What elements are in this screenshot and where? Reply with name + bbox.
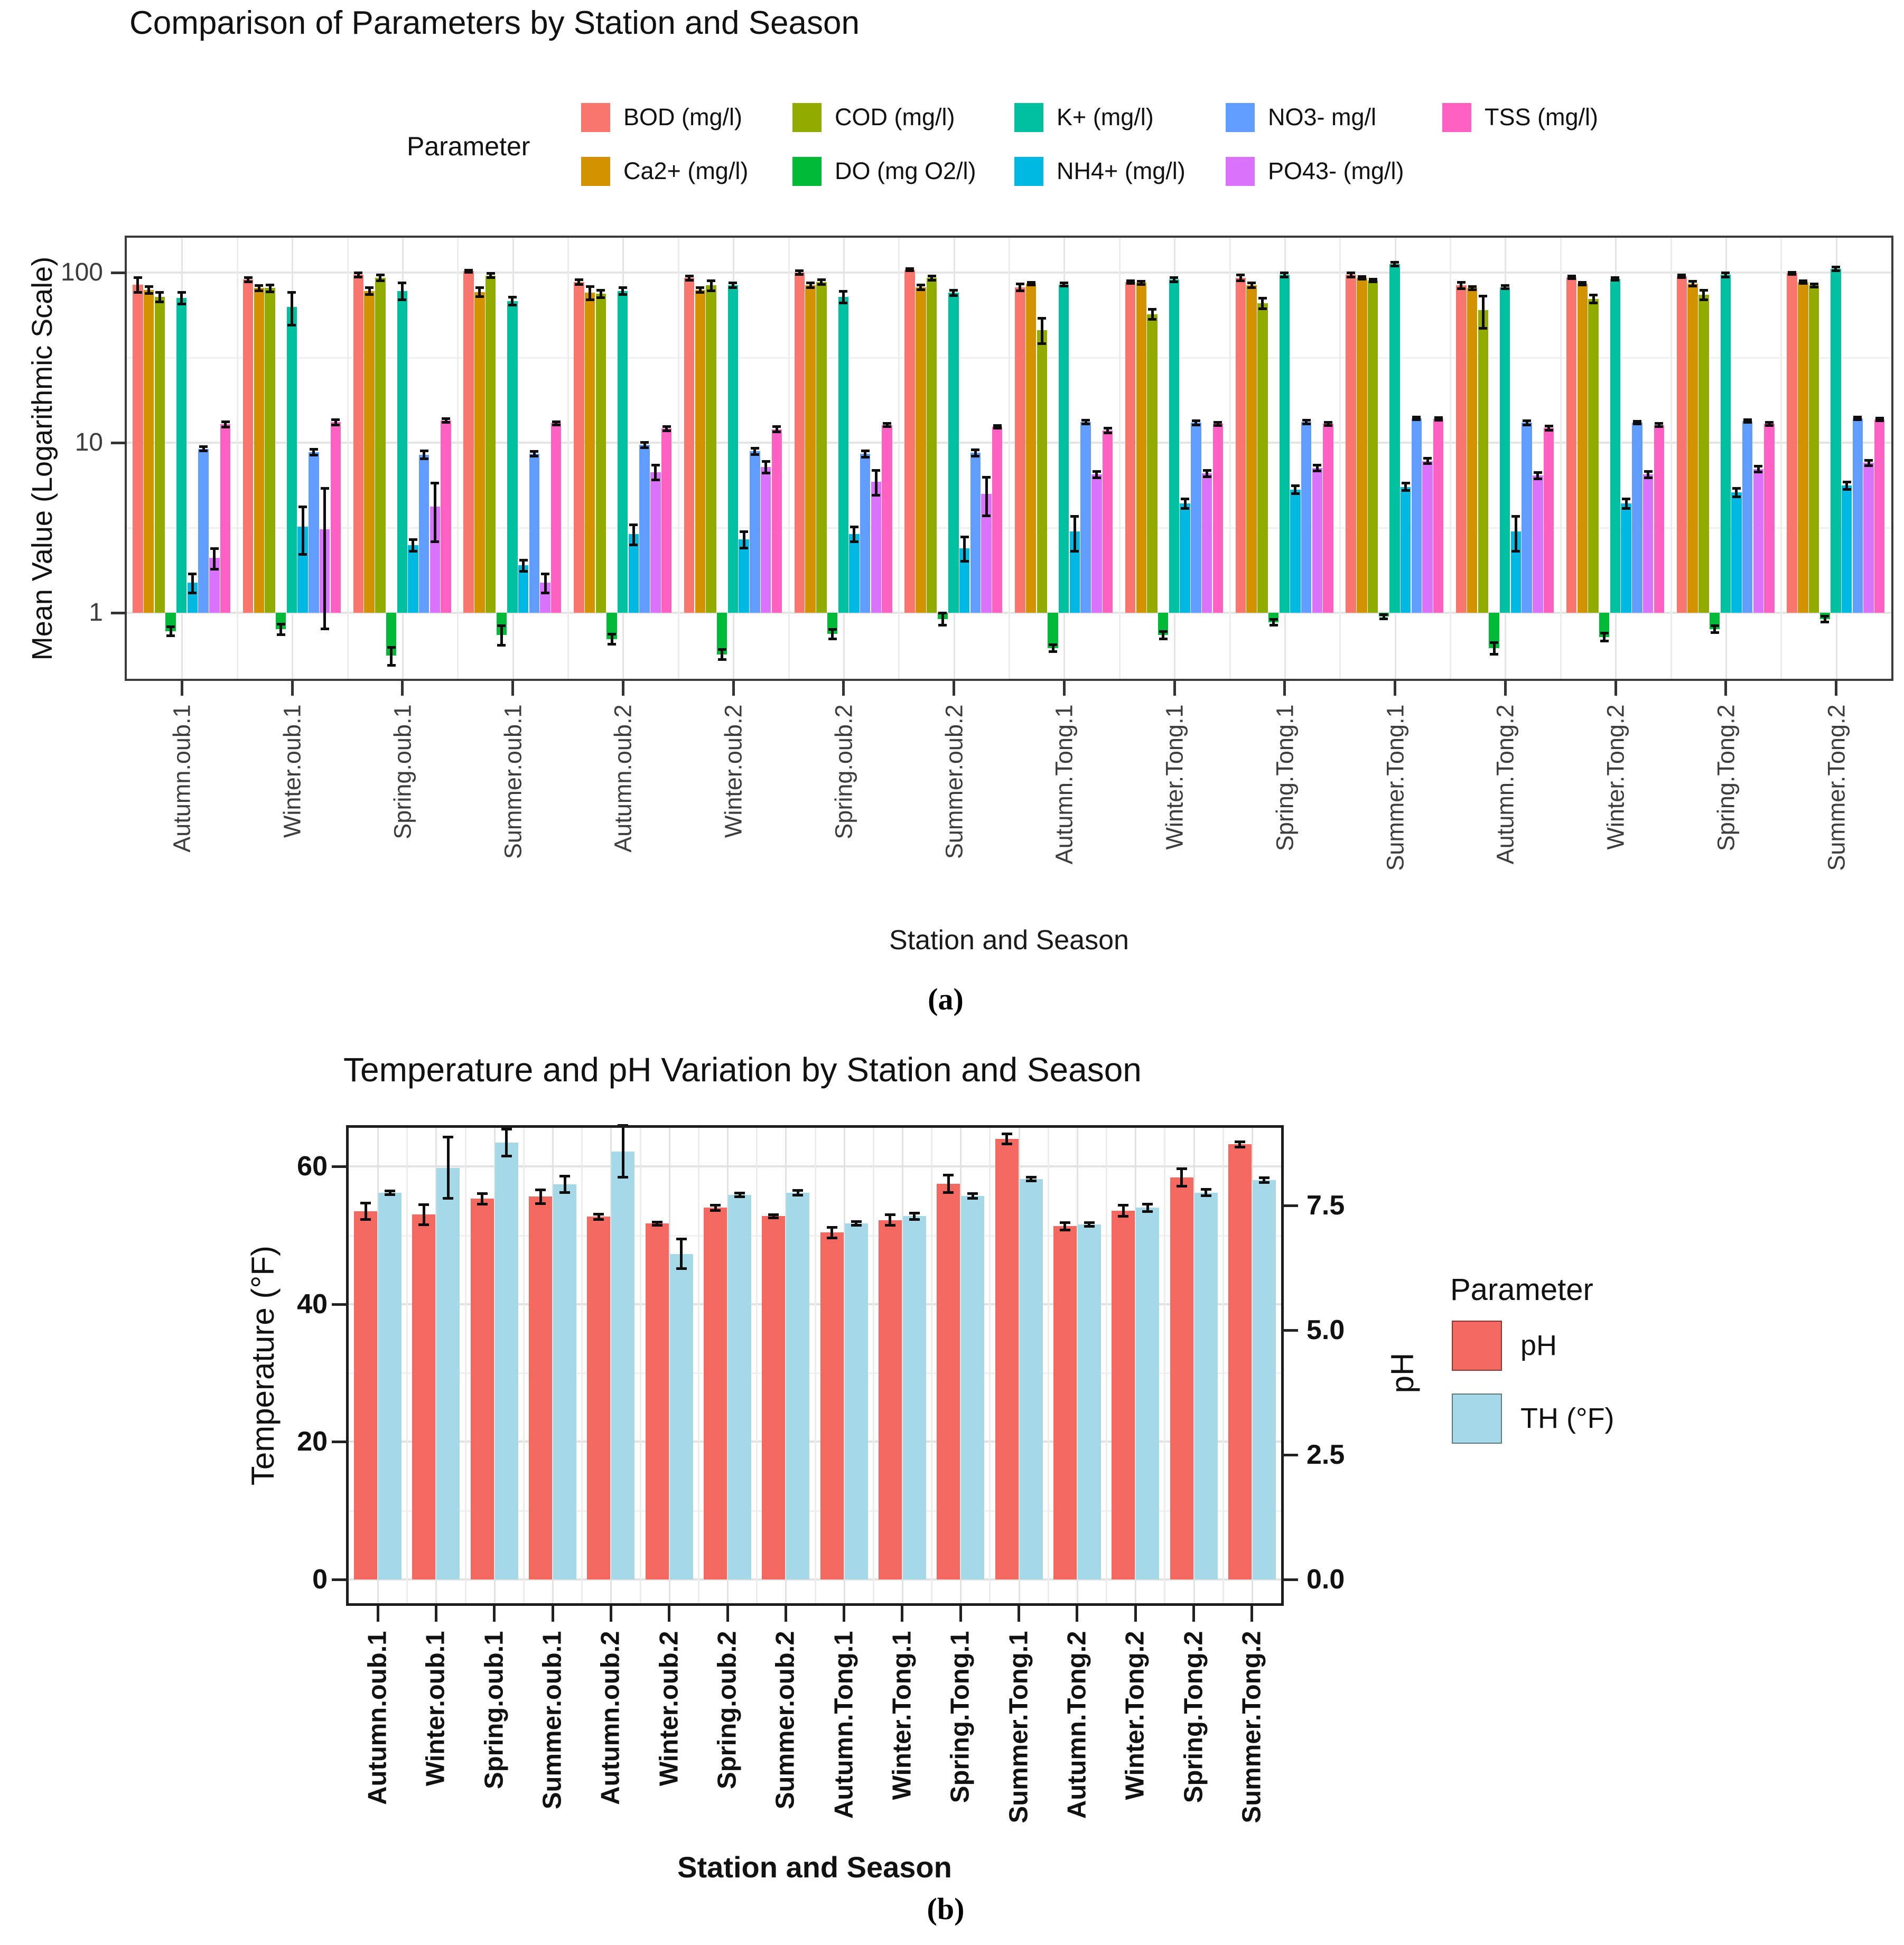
- x-tick: [291, 681, 294, 696]
- x-tick: [732, 681, 735, 696]
- legend-label: pH: [1520, 1330, 1557, 1361]
- chart-a-xaxis-title: Station and Season: [889, 925, 1129, 956]
- chart-a-title: Comparison of Parameters by Station and Season: [129, 5, 860, 41]
- legend-label: BOD (mg/l): [623, 104, 742, 130]
- y-tick-label-left: 0: [312, 1564, 328, 1595]
- x-tick-label: Spring.oub.1: [480, 1631, 509, 1789]
- chart-b-title: Temperature and pH Variation by Station and Season: [343, 1051, 1142, 1089]
- y-tick-label-left: 40: [297, 1288, 328, 1320]
- y-tick-label-right: 5.0: [1306, 1315, 1345, 1346]
- legend-swatch-NO3- mg/l: [1226, 103, 1255, 132]
- x-tick-label: Autumn.oub.1: [363, 1631, 392, 1805]
- legend-swatch-TH (°F): [1452, 1394, 1502, 1444]
- y-tick-label-left: 60: [297, 1151, 328, 1182]
- legend-label: NO3- mg/l: [1268, 104, 1377, 130]
- x-tick-label: Summer.oub.2: [940, 704, 968, 859]
- x-tick: [1394, 681, 1396, 696]
- legend-swatch-BOD (mg/l): [581, 103, 610, 132]
- y-tick-left: [332, 1578, 349, 1581]
- chart-b-yaxis-title-right: pH: [1385, 1352, 1420, 1394]
- x-tick: [1134, 1606, 1137, 1622]
- x-tick-label: Autumn.Tong.2: [1062, 1631, 1091, 1819]
- caption-a: (a): [928, 982, 964, 1016]
- x-tick-label: Autumn.Tong.1: [829, 1631, 858, 1819]
- legend-label: COD (mg/l): [835, 104, 955, 130]
- x-tick-label: Summer.oub.2: [771, 1631, 800, 1809]
- y-tick-label: 10: [74, 428, 103, 456]
- legend-swatch-COD (mg/l): [792, 103, 822, 132]
- x-tick-label: Autumn.Tong.1: [1050, 704, 1078, 864]
- x-tick-label: Summer.Tong.1: [1004, 1631, 1033, 1823]
- x-tick: [622, 681, 624, 696]
- x-tick-label: Summer.Tong.2: [1237, 1631, 1266, 1823]
- x-tick: [1724, 681, 1727, 696]
- y-tick-label: 1: [89, 599, 103, 626]
- y-tick-right: [1281, 1329, 1298, 1332]
- x-tick-label: Summer.oub.1: [499, 704, 527, 859]
- y-tick-right: [1281, 1578, 1298, 1581]
- x-tick: [1283, 681, 1286, 696]
- chart-a-yaxis-title: Mean Value (Logarithmic Scale): [26, 256, 58, 660]
- panel-border: [125, 236, 1893, 681]
- y-tick-right: [1281, 1454, 1298, 1456]
- chart-b-yaxis-title-left: Temperature (°F): [245, 1245, 281, 1486]
- y-tick-right: [1281, 1204, 1298, 1207]
- y-tick-label: 100: [60, 258, 103, 286]
- x-tick: [843, 1606, 845, 1622]
- x-tick-label: Autumn.oub.1: [168, 704, 195, 853]
- x-tick-label: Winter.oub.1: [421, 1631, 450, 1786]
- legend-label: Ca2+ (mg/l): [623, 157, 749, 184]
- caption-b: (b): [927, 1892, 965, 1926]
- x-tick: [493, 1606, 496, 1622]
- legend-label: TSS (mg/l): [1485, 104, 1599, 130]
- y-tick: [111, 272, 127, 274]
- x-tick-label: Autumn.Tong.2: [1491, 704, 1519, 864]
- x-tick-label: Autumn.oub.2: [596, 1631, 625, 1805]
- y-tick-left: [332, 1165, 349, 1168]
- x-tick-label: Spring.oub.2: [830, 704, 857, 839]
- y-tick-label-right: 0.0: [1306, 1564, 1345, 1595]
- x-tick-label: Winter.Tong.2: [1121, 1631, 1150, 1800]
- x-tick-label: Winter.oub.1: [278, 704, 306, 838]
- legend-swatch-pH: [1452, 1321, 1502, 1371]
- y-tick-left: [332, 1441, 349, 1443]
- x-tick-label: Summer.oub.1: [538, 1631, 567, 1809]
- legend-label: K+ (mg/l): [1057, 104, 1154, 130]
- x-tick-label: Winter.Tong.2: [1602, 704, 1629, 850]
- x-tick: [1504, 681, 1507, 696]
- legend-swatch-DO (mg O2/l): [792, 157, 822, 186]
- x-tick: [401, 681, 404, 696]
- panel-border: [346, 1125, 1284, 1606]
- x-tick-label: Summer.Tong.1: [1382, 704, 1409, 871]
- x-tick: [1614, 681, 1617, 696]
- x-tick-label: Spring.oub.1: [389, 704, 416, 839]
- x-tick: [726, 1606, 729, 1622]
- y-tick: [111, 612, 127, 614]
- legend-swatch-NH4+ (mg/l): [1014, 157, 1043, 186]
- x-tick-label: Autumn.oub.2: [609, 704, 637, 853]
- x-tick: [1250, 1606, 1253, 1622]
- x-tick-label: Summer.Tong.2: [1823, 704, 1850, 871]
- x-tick: [610, 1606, 612, 1622]
- x-tick-label: Spring.oub.2: [713, 1631, 742, 1789]
- x-tick: [668, 1606, 670, 1622]
- x-tick-label: Winter.oub.2: [720, 704, 747, 838]
- x-tick-label: Spring.Tong.1: [1271, 704, 1299, 851]
- x-tick: [842, 681, 845, 696]
- chart-b-xaxis-title: Station and Season: [677, 1850, 952, 1884]
- legend-swatch-TSS (mg/l): [1442, 103, 1471, 132]
- x-tick: [901, 1606, 903, 1622]
- x-tick: [1018, 1606, 1020, 1622]
- legend-swatch-K+ (mg/l): [1014, 103, 1043, 132]
- x-tick: [511, 681, 514, 696]
- x-tick-label: Winter.Tong.1: [1161, 704, 1188, 850]
- x-tick: [959, 1606, 962, 1622]
- y-tick: [111, 442, 127, 444]
- legend-label: NH4+ (mg/l): [1057, 157, 1186, 184]
- legend-swatch-Ca2+ (mg/l): [581, 157, 610, 186]
- x-tick-label: Spring.Tong.2: [1712, 704, 1740, 851]
- legend-label: TH (°F): [1520, 1402, 1614, 1434]
- x-tick: [1076, 1606, 1078, 1622]
- y-tick-label-right: 7.5: [1306, 1190, 1345, 1221]
- legend-label: DO (mg O2/l): [835, 157, 976, 184]
- x-tick: [785, 1606, 787, 1622]
- x-tick: [1173, 681, 1176, 696]
- x-tick-label: Spring.Tong.2: [1179, 1631, 1208, 1803]
- legend-label: PO43- (mg/l): [1268, 157, 1404, 184]
- chart-b-legend-title: Parameter: [1450, 1273, 1593, 1307]
- x-tick: [435, 1606, 437, 1622]
- chart-a-legend-title: Parameter: [407, 132, 530, 161]
- x-tick-label: Winter.oub.2: [655, 1631, 684, 1786]
- x-tick: [181, 681, 183, 696]
- chart-b: [0, 1035, 1904, 1945]
- x-tick-label: Winter.Tong.1: [888, 1631, 917, 1800]
- x-tick: [953, 681, 955, 696]
- legend-swatch-PO43- (mg/l): [1226, 157, 1255, 186]
- x-tick-label: Spring.Tong.1: [946, 1631, 975, 1803]
- x-tick: [377, 1606, 379, 1622]
- x-tick: [1192, 1606, 1195, 1622]
- x-tick: [1835, 681, 1837, 696]
- y-tick-left: [332, 1303, 349, 1306]
- y-tick-label-right: 2.5: [1306, 1439, 1345, 1471]
- y-tick-label-left: 20: [297, 1426, 328, 1457]
- x-tick: [1063, 681, 1066, 696]
- x-tick: [552, 1606, 554, 1622]
